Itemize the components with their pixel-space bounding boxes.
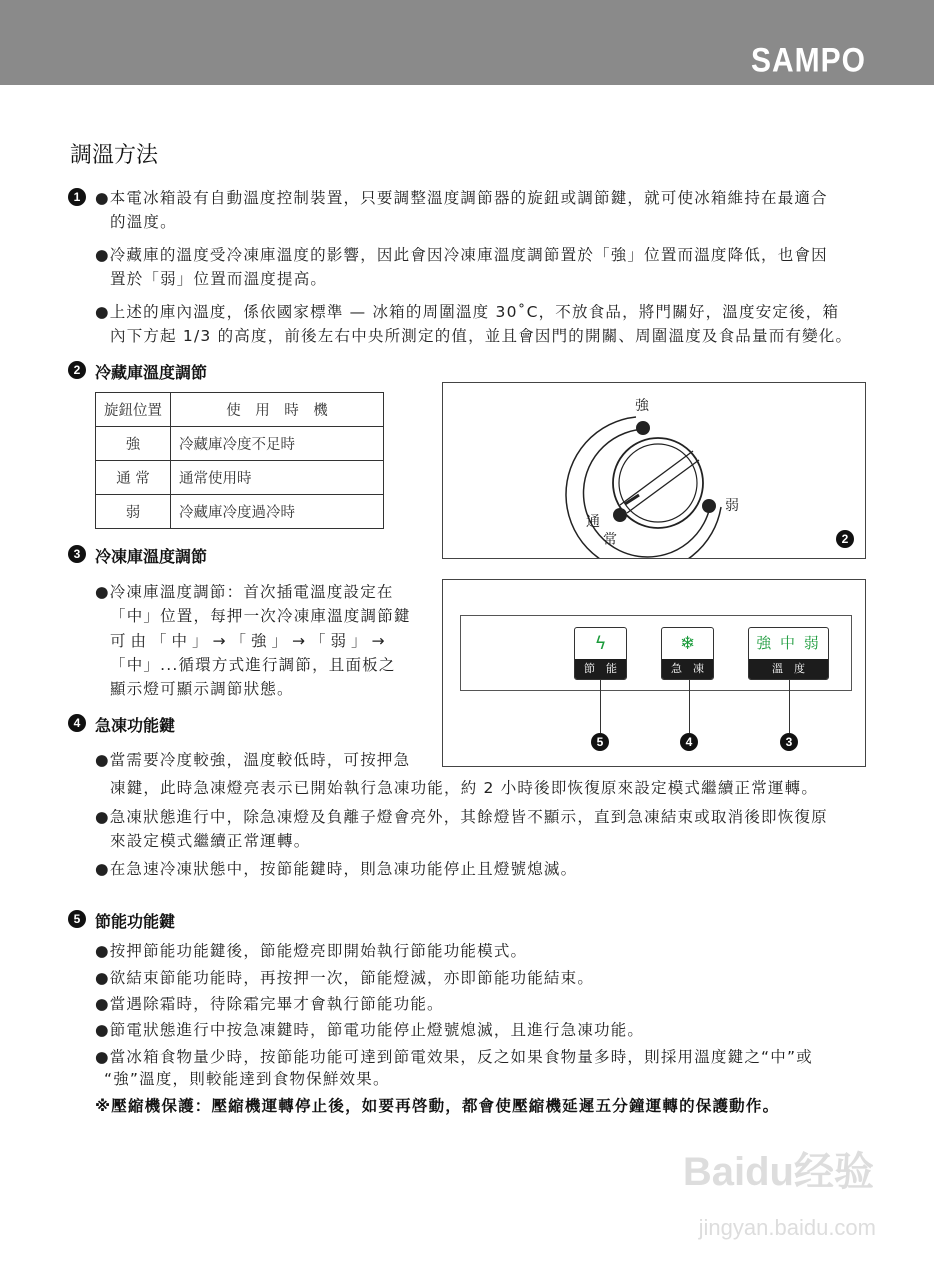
table-row [96, 461, 384, 495]
compressor-note: ※壓縮機保護：壓縮機運轉停止後，如要再啓動，都會使壓縮機延遲五分鐘運轉的保護動作。 [95, 1097, 780, 1115]
text-line: 內下方起 1/3 的高度，前後左右中央所測定的值，並且會因門的開關、周圍溫度及食品量而有變化。 [110, 327, 853, 345]
text-line: 凍鍵，此時急凍燈亮表示已開始執行急凍功能，約 2 小時後即恢復原來設定模式繼續正常運轉。 [110, 779, 819, 797]
badge-2: 2 [836, 530, 854, 548]
text-line: ●當需要冷度較強，溫度較低時，可按押急 [95, 751, 411, 769]
section-number-1: 1 [68, 188, 86, 206]
leader-line [789, 679, 790, 733]
dial-label-weak: 弱 [725, 498, 739, 514]
table-cell: 通常使用時 [171, 461, 384, 495]
text-line: ●當遇除霜時，待除霜完畢才會執行節能功能。 [95, 995, 444, 1013]
section-number-2: 2 [68, 361, 86, 379]
watermark-url: jingyan.baidu.com [698, 1215, 876, 1240]
knob-position-table [95, 392, 384, 529]
dial-label-strong: 強 [635, 398, 649, 414]
table-cell: 強 [96, 427, 171, 461]
table-row [96, 495, 384, 529]
section-heading: 急凍功能鍵 [95, 716, 176, 735]
table-cell: 冷藏庫冷度過冷時 [171, 495, 384, 529]
badge-4: 4 [680, 733, 698, 751]
leader-line [600, 679, 601, 733]
text-line: 「中」...循環方式進行調節，且面板之 [110, 656, 396, 674]
badge-5: 5 [591, 733, 609, 751]
sampo-logo: SAMPO [750, 41, 866, 80]
text-line: 來設定模式繼續正常運轉。 [110, 832, 311, 850]
leader-line [689, 679, 690, 733]
eco-button[interactable] [574, 627, 627, 680]
header-bar [0, 0, 934, 85]
snowflake-icon: ❄ [679, 633, 696, 654]
page-title: 調溫方法 [70, 143, 159, 168]
table-cell: 弱 [96, 495, 171, 529]
control-panel-diagram [442, 579, 866, 767]
dial-knob-icon [443, 383, 865, 558]
text-line: ●欲結束節能功能時，再按押一次，節能燈滅，亦即節能功能結束。 [95, 969, 595, 987]
text-line: ●當冰箱食物量少時，按節能功能可達到節電效果，反之如果食物量多時，則採用溫度鍵之“中”或 [95, 1048, 813, 1066]
table-row [96, 427, 384, 461]
text-line: ●在急速冷凍狀態中，按節能鍵時，則急凍功能停止且燈號熄滅。 [95, 860, 578, 878]
text-line: 置於「弱」位置而溫度提高。 [110, 270, 328, 288]
table-header: 旋鈕位置 [96, 393, 171, 427]
badge-3: 3 [780, 733, 798, 751]
temperature-label: 溫 度 [749, 659, 828, 679]
temperature-levels: 強 中 弱 [756, 634, 821, 652]
table-header-row [96, 393, 384, 427]
eco-icon: ϟ [594, 633, 607, 654]
section-heading: 冷凍庫溫度調節 [95, 547, 208, 566]
text-line: ●本電冰箱設有自動溫度控制裝置，只要調整溫度調節器的旋鈕或調節鍵，就可使冰箱維持在最適合 [95, 189, 828, 207]
section-number-5: 5 [68, 910, 86, 928]
quick-freeze-button[interactable] [661, 627, 714, 680]
text-line: 顯示燈可顯示調節狀態。 [110, 680, 294, 698]
text-line: ●冷藏庫的溫度受冷凍庫溫度的影響，因此會因冷凍庫溫度調節置於「強」位置而溫度降低，也會因 [95, 246, 828, 264]
section-number-3: 3 [68, 545, 86, 563]
text-line: ●冷凍庫溫度調節：首次插電溫度設定在 [95, 583, 394, 601]
eco-label: 節 能 [575, 659, 626, 679]
temperature-button[interactable] [748, 627, 829, 680]
text-line: 「中」位置，每押一次冷凍庫溫度調節鍵 [110, 607, 411, 625]
text-line: ●急凍狀態進行中，除急凍燈及負離子燈會亮外，其餘燈皆不顯示，直到急凍結束或取消後即恢復原 [95, 808, 828, 826]
text-line: ●節電狀態進行中按急凍鍵時，節電功能停止燈號熄滅，且進行急凍功能。 [95, 1021, 645, 1039]
watermark-logo: Baidu经验 [682, 1150, 874, 1194]
section-number-4: 4 [68, 714, 86, 732]
text-line: “強”溫度，則較能達到食物保鮮效果。 [104, 1070, 390, 1088]
table-cell: 通 常 [96, 461, 171, 495]
section-heading: 節能功能鍵 [95, 912, 176, 931]
text-line: 的溫度。 [110, 213, 177, 231]
text-line: 可由「中」→「強」→「弱」→ [110, 632, 390, 650]
text-line: ●上述的庫內溫度，係依國家標準 — 冰箱的周圍溫度 30˚C，不放食品，將門關好，溫度安定後，箱 [95, 303, 840, 321]
dial-diagram [442, 382, 866, 559]
dial-label-normal: 常 [603, 532, 617, 548]
text-line: ●按押節能功能鍵後，節能燈亮即開始執行節能功能模式。 [95, 942, 528, 960]
table-cell: 冷藏庫冷度不足時 [171, 427, 384, 461]
table-header: 使 用 時 機 [171, 393, 384, 427]
dial-label-normal: 通 [586, 514, 600, 530]
section-heading: 冷藏庫溫度調節 [95, 363, 208, 382]
quick-freeze-label: 急 凍 [662, 659, 713, 679]
